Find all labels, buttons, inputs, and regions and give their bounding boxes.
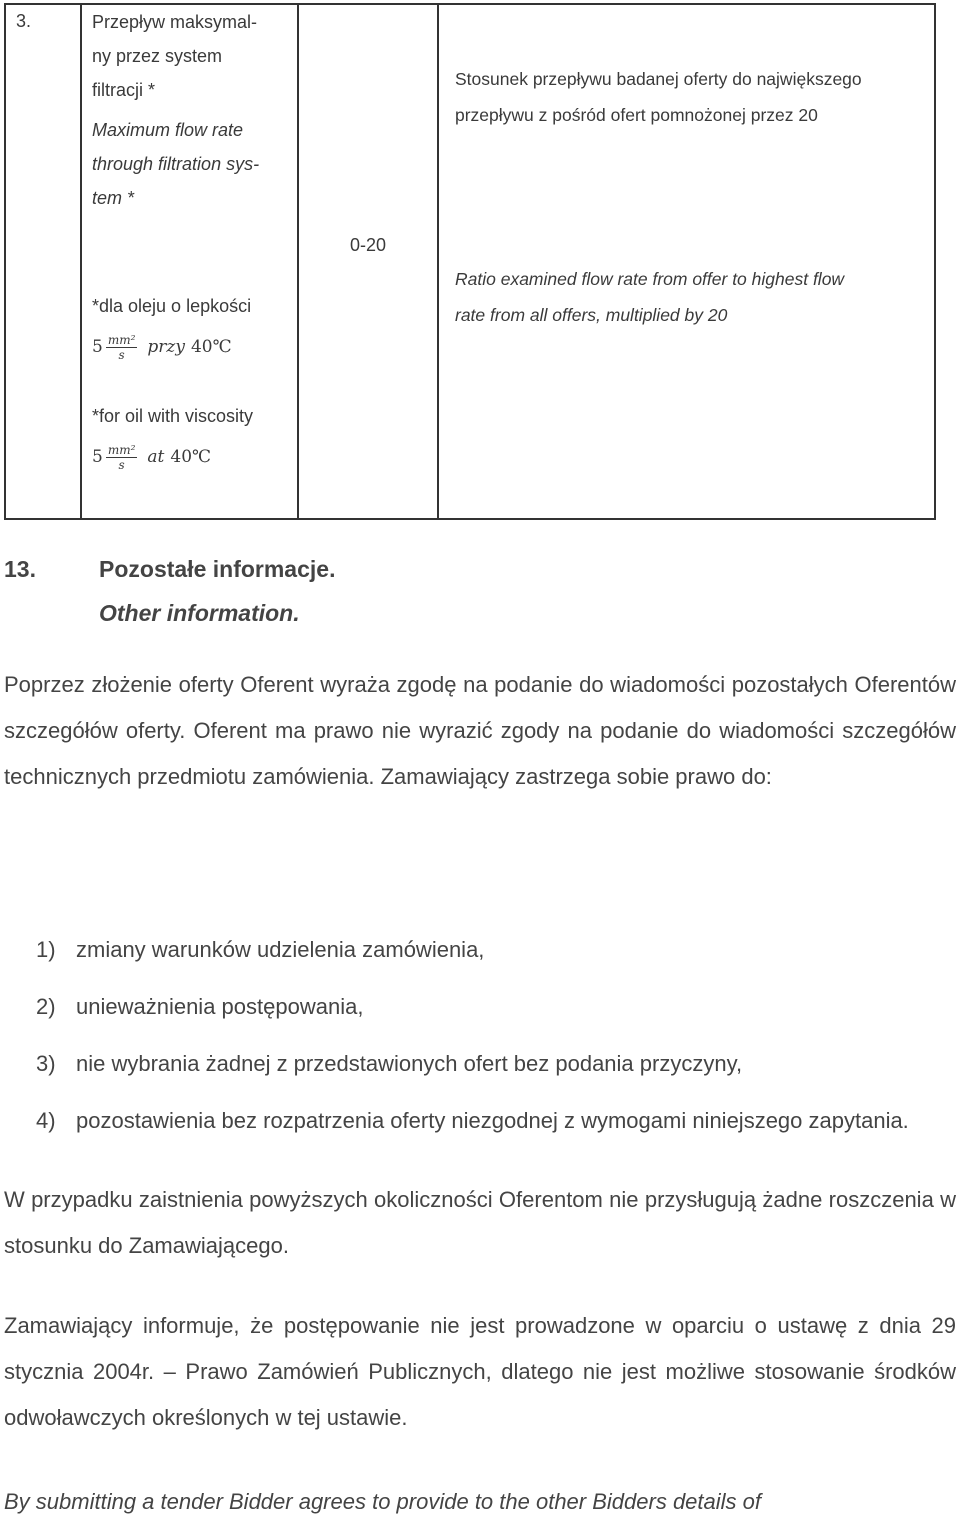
formula-en-num: mm²	[107, 442, 136, 457]
note-pl: *dla oleju o lepkości	[92, 296, 252, 316]
section-title-pl: Pozostałe informacje.	[99, 556, 336, 582]
formula-en-fraction	[106, 443, 138, 472]
criterion-name-cell	[81, 4, 298, 519]
list-item: 2) unieważnienia postępowania,	[36, 994, 364, 1019]
note-en: *for oil with viscosity	[92, 406, 254, 426]
row-number: 3.	[5, 4, 81, 519]
name-pl-line-1: Przepływ maksymal-	[92, 12, 258, 32]
formula-pl-fraction	[106, 333, 138, 362]
desc-pl-line-1: Stosunek przepływu badanej oferty do największego	[455, 69, 862, 89]
name-en-line-3: tem *	[92, 188, 135, 208]
formula-en	[92, 433, 291, 481]
name-pl-line-2: ny przez system	[92, 46, 223, 66]
range-cell: 0-20	[298, 4, 438, 519]
list-item: 1) zmiany warunków udzielenia zamówienia,	[36, 937, 485, 962]
name-en-line-1: Maximum flow rate	[92, 120, 244, 140]
desc-en-line-1: Ratio examined flow rate from offer to highest flow	[455, 269, 845, 289]
formula-en-word: at	[147, 447, 165, 467]
name-en-line-2: through filtration sys-	[92, 154, 260, 174]
section-number: 13.	[4, 556, 36, 582]
no-claims-paragraph: W przypadku zaistnienia powyższych okoliczności Oferentom nie przysługują żadne roszczenia w stosunku do Zamawiającego.	[4, 1187, 956, 1258]
formula-pl-word: przy	[147, 337, 185, 357]
description-cell	[438, 4, 935, 519]
section-heading	[4, 556, 335, 583]
formula-pl-temp: 40℃	[190, 337, 232, 357]
formula-en-coef: 5	[92, 447, 103, 467]
list-item: 3) nie wybrania żadnej z przedstawionych ofert bez podania przyczyny,	[36, 1051, 743, 1076]
list-item: 4) pozostawienia bez rozpatrzenia oferty niezgodnej z wymogami niniejszego zapytania.	[36, 1108, 909, 1133]
legal-basis-paragraph: Zamawiający informuje, że postępowanie nie jest prowadzone w oparciu o ustawę z dnia 29 stycznia 2004r. – Prawo Zamówień Publicznych, dlatego nie jest możliwe stosowanie środków odwoławczych określonych w tej ustawie.	[4, 1313, 956, 1430]
formula-en-den: s	[118, 457, 125, 472]
criteria-table	[4, 3, 936, 520]
formula-en-temp: 40℃	[170, 447, 212, 467]
formula-pl-den: s	[118, 347, 125, 362]
formula-pl-num: mm²	[107, 332, 136, 347]
rights-list	[36, 935, 958, 1136]
consent-paragraph: Poprzez złożenie oferty Oferent wyraża zgodę na podanie do wiadomości pozostałych Oferentów szczegółów oferty. Oferent ma prawo nie wyrazić zgody na podanie do wiadomości szczegółów technicznych przedmiotu zamówienia. Zamawiający zastrzega sobie prawo do:	[4, 672, 956, 789]
formula-pl-coef: 5	[92, 337, 103, 357]
table-row	[5, 4, 935, 519]
formula-pl	[92, 323, 291, 371]
english-consent-paragraph: By submitting a tender Bidder agrees to provide to the other Bidders details of	[4, 1489, 761, 1514]
section-title-en: Other information.	[99, 600, 300, 626]
desc-pl-line-2: przepływu z pośród ofert pomnożonej przez 20	[455, 105, 818, 125]
desc-en-line-2: rate from all offers, multiplied by 20	[455, 305, 728, 325]
name-pl-line-3: filtracji *	[92, 80, 156, 100]
